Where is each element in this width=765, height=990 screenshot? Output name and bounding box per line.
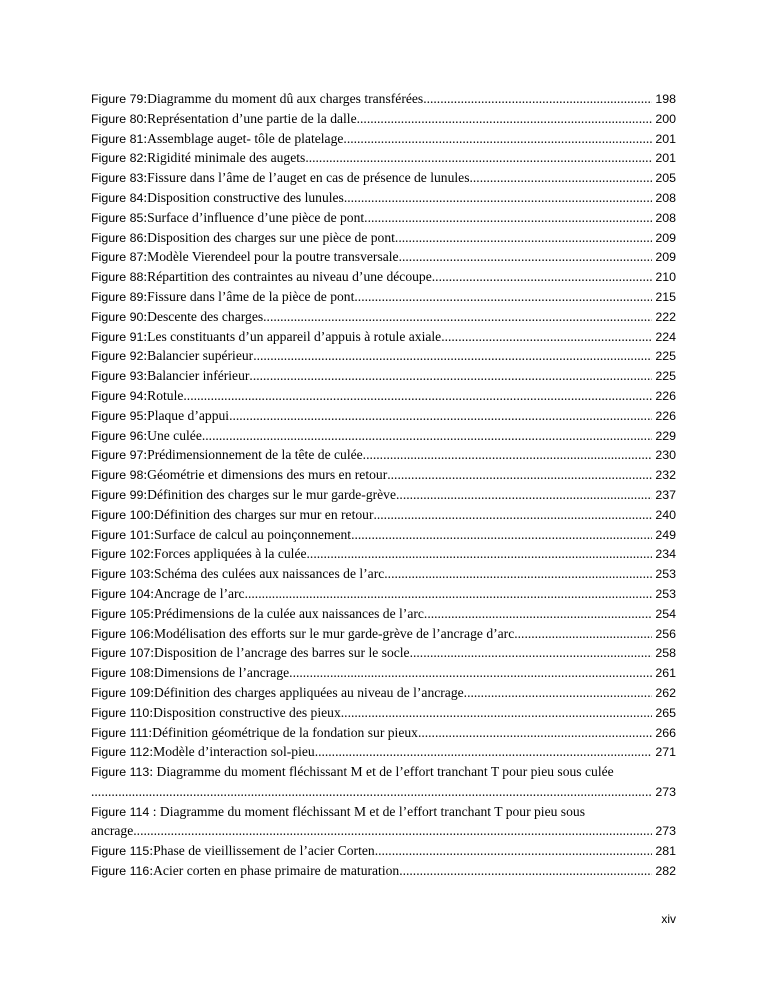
figure-label: Figure 111 <box>91 725 149 740</box>
figure-separator: : <box>150 605 155 621</box>
dot-leader <box>410 643 653 663</box>
figure-separator: : <box>150 566 155 582</box>
dot-leader <box>470 168 653 188</box>
figure-separator: : <box>143 189 148 205</box>
figure-title: Modèle d’interaction sol-pieu <box>153 744 315 760</box>
figure-label: Figure 114 <box>91 804 150 819</box>
dot-leader <box>245 584 653 604</box>
figure-title: Balancier supérieur <box>147 348 254 364</box>
dot-leader <box>229 406 652 426</box>
figure-label: Figure 94 <box>91 388 144 403</box>
figure-label: Figure 105 <box>91 606 151 621</box>
figure-entry[interactable] <box>91 307 676 327</box>
figure-page-number: 232 <box>655 468 676 483</box>
figure-separator: : <box>150 665 155 681</box>
figure-title: Plaque d’appui <box>147 407 230 423</box>
figure-title: Définition des charges appliquées au niveau de l’ancrage <box>154 684 464 700</box>
figure-label: Figure 89 <box>91 289 144 304</box>
figure-separator: : <box>143 348 148 364</box>
figure-entry[interactable] <box>91 762 676 802</box>
figure-page-number: 205 <box>655 171 676 186</box>
figure-page-number: 265 <box>655 705 676 720</box>
figure-title: Représentation d’une partie de la dalle <box>147 110 357 126</box>
figure-page-number: 281 <box>655 844 676 859</box>
figure-entry[interactable] <box>91 366 676 386</box>
figure-page-number: 230 <box>655 448 676 463</box>
figure-separator: : <box>143 328 148 344</box>
figure-page-number: 200 <box>655 111 676 126</box>
figure-title: Prédimensionnement de la tête de culée <box>147 447 363 463</box>
dot-leader <box>399 247 653 267</box>
figure-entry[interactable] <box>91 188 676 208</box>
figure-entry[interactable] <box>91 327 676 347</box>
figure-label: Figure 112 <box>91 745 150 760</box>
figure-entry[interactable] <box>91 208 676 228</box>
figure-entry[interactable] <box>91 346 676 366</box>
figure-title: Une culée <box>147 427 202 443</box>
figure-entries <box>91 89 676 762</box>
figure-entry[interactable] <box>91 624 676 644</box>
figure-entry[interactable] <box>91 148 676 168</box>
dot-leader <box>351 525 652 545</box>
figure-separator: : <box>143 249 148 265</box>
figure-page-number: 273 <box>655 784 676 799</box>
figure-title: Surface de calcul au poinçonnement <box>154 526 352 542</box>
figure-label: Figure 106 <box>91 626 151 641</box>
figure-page-number: 222 <box>655 309 676 324</box>
figure-label: Figure 86 <box>91 230 144 245</box>
figure-separator: : <box>150 526 155 542</box>
dot-leader <box>307 544 653 564</box>
dot-leader <box>424 604 652 624</box>
figure-title: Disposition constructive des pieux <box>153 704 341 720</box>
figure-title: Fissure dans l’âme de la pièce de pont <box>147 288 355 304</box>
figure-label: Figure 104 <box>91 586 151 601</box>
figure-separator: : <box>150 585 155 601</box>
figure-label: Figure 79 <box>91 92 144 106</box>
figure-title: Diagramme du moment dû aux charges transférées <box>147 91 424 106</box>
figure-entry[interactable] <box>91 228 676 248</box>
figure-page-number: 258 <box>655 646 676 661</box>
figure-title: Les constituants d’un appareil d’appuis à rotule axiale <box>147 328 442 344</box>
dot-leader <box>363 445 653 465</box>
figure-entry[interactable] <box>91 267 676 287</box>
figure-separator: : <box>150 625 155 641</box>
figure-entry[interactable] <box>91 426 676 446</box>
figure-separator: : <box>143 427 148 443</box>
figure-label: Figure 101 <box>91 527 151 542</box>
figure-entry[interactable] <box>91 604 676 624</box>
figure-entry-line2 <box>91 782 676 802</box>
dot-leader <box>344 188 652 208</box>
figure-entry[interactable] <box>91 544 676 564</box>
figure-label: Figure 99 <box>91 487 144 502</box>
figure-separator: : <box>143 170 148 186</box>
figure-entry[interactable] <box>91 168 676 188</box>
figure-page-number: 226 <box>655 388 676 403</box>
dot-leader <box>253 346 652 366</box>
figure-title: Schéma des culées aux naissances de l’arc <box>154 566 385 582</box>
figure-label: Figure 88 <box>91 270 144 285</box>
figure-page-number: 229 <box>655 428 676 443</box>
figure-separator: : <box>148 724 153 740</box>
figure-separator: : <box>143 269 148 285</box>
figure-page-number: 209 <box>655 230 676 245</box>
figure-title: Phase de vieillissement de l’acier Corten <box>153 843 375 859</box>
figure-label: Figure 98 <box>91 468 144 483</box>
figure-page-number: 262 <box>655 685 676 700</box>
dot-leader <box>249 366 652 386</box>
figure-entry[interactable] <box>91 406 676 426</box>
figure-page-number: 256 <box>655 626 676 641</box>
dot-leader <box>464 683 653 703</box>
figure-separator: : <box>150 506 155 522</box>
figure-entry[interactable] <box>91 584 676 604</box>
dot-leader <box>364 208 652 228</box>
figure-entry[interactable] <box>91 247 676 267</box>
figure-page-number: 208 <box>655 210 676 225</box>
figure-title: Descente des charges <box>147 308 264 324</box>
figure-page-number: 261 <box>655 666 676 681</box>
page-number: xiv <box>661 912 676 926</box>
figure-label: Figure 84 <box>91 190 144 205</box>
figure-label: Figure 83 <box>91 171 144 186</box>
dot-leader <box>91 782 652 802</box>
figure-title: Géométrie et dimensions des murs en retour <box>147 467 388 483</box>
figure-label: Figure 103 <box>91 567 151 582</box>
figure-label: Figure 108 <box>91 666 151 681</box>
dot-leader <box>418 723 652 743</box>
figure-separator: : <box>149 863 154 879</box>
figure-separator: : <box>150 645 155 661</box>
figure-page-number: 266 <box>655 725 676 740</box>
figure-label: Figure 100 <box>91 507 151 522</box>
figure-entry[interactable] <box>91 89 676 109</box>
dot-leader <box>343 129 652 149</box>
figure-entry[interactable] <box>91 287 676 307</box>
figure-page-number: 198 <box>655 92 676 106</box>
figure-page-number: 210 <box>655 270 676 285</box>
figure-entry[interactable] <box>91 802 676 842</box>
figure-title: Répartition des contraintes au niveau d’une découpe <box>147 269 432 285</box>
dot-leader <box>432 267 653 287</box>
dot-leader <box>315 742 653 762</box>
figure-separator: : <box>143 130 148 146</box>
figure-entry[interactable] <box>91 703 676 723</box>
figure-label: Figure 95 <box>91 408 144 423</box>
figure-page-number: 240 <box>655 507 676 522</box>
figure-separator: : <box>143 407 148 423</box>
figure-label: Figure 81 <box>91 131 144 146</box>
figure-label: Figure 109 <box>91 685 151 700</box>
figure-page-number: 271 <box>655 745 676 760</box>
figure-page-number: 215 <box>655 289 676 304</box>
figure-separator: : <box>143 209 148 225</box>
figure-separator: : <box>143 229 148 245</box>
figure-title: Disposition de l’ancrage des barres sur le socle <box>154 645 410 661</box>
figure-entries-multiline <box>91 762 676 841</box>
dot-leader <box>395 228 652 248</box>
figure-entry[interactable] <box>91 841 676 861</box>
figure-entry[interactable] <box>91 643 676 663</box>
figure-entry[interactable] <box>91 663 676 683</box>
dot-leader <box>357 109 653 129</box>
figure-title: Balancier inférieur <box>147 368 250 384</box>
figure-entry-line2 <box>91 821 676 841</box>
figure-entry[interactable] <box>91 465 676 485</box>
figure-page-number: 253 <box>655 586 676 601</box>
figure-title: Définition des charges sur le mur garde-grève <box>147 486 397 502</box>
dot-leader <box>289 663 652 683</box>
list-of-figures <box>91 89 676 881</box>
figure-page-number: 234 <box>655 547 676 562</box>
figure-page-number: 254 <box>655 606 676 621</box>
figure-title: Surface d’influence d’une pièce de pont <box>147 209 365 225</box>
figure-page-number: 225 <box>655 369 676 384</box>
figure-title: Acier corten en phase primaire de maturation <box>153 863 400 879</box>
figure-separator: : <box>143 447 148 463</box>
figure-separator: : <box>149 843 154 859</box>
dot-leader <box>423 89 652 109</box>
figure-title: Disposition constructive des lunules <box>147 189 344 205</box>
figure-label: Figure 82 <box>91 151 144 166</box>
figure-title: Prédimensions de la culée aux naissances de l’arc <box>154 605 424 621</box>
figure-page-number: 201 <box>655 151 676 166</box>
figure-separator: : <box>143 387 148 403</box>
figure-title: Dimensions de l’ancrage <box>154 665 290 681</box>
figure-page-number: 226 <box>655 408 676 423</box>
figure-title: Définition géométrique de la fondation sur pieux <box>152 724 418 740</box>
figure-separator: : <box>149 764 157 780</box>
figure-entry[interactable] <box>91 683 676 703</box>
figure-entry[interactable] <box>91 445 676 465</box>
dot-leader <box>183 386 652 406</box>
figure-page-number: 249 <box>655 527 676 542</box>
figure-page-number: 282 <box>655 864 676 879</box>
dot-leader <box>514 624 652 644</box>
figure-title: Assemblage auget- tôle de platelage <box>147 130 344 146</box>
figure-entry[interactable] <box>91 386 676 406</box>
figure-label: Figure 116 <box>91 864 150 879</box>
figure-label: Figure 92 <box>91 349 144 364</box>
dot-leader <box>375 841 653 861</box>
figure-entry-line1 <box>91 802 676 822</box>
figure-entry[interactable] <box>91 485 676 505</box>
figure-separator: : <box>150 546 155 562</box>
figure-title: Disposition des charges sur une pièce de pont <box>147 229 395 245</box>
figure-entry[interactable] <box>91 109 676 129</box>
figure-page-number: 209 <box>655 250 676 265</box>
figure-entry[interactable] <box>91 742 676 762</box>
figure-entry[interactable] <box>91 723 676 743</box>
figure-title-continued: ancrage <box>91 823 134 839</box>
dot-leader <box>373 505 652 525</box>
figure-label: Figure 93 <box>91 369 144 384</box>
figure-separator: : <box>149 803 160 819</box>
figure-label: Figure 110 <box>91 705 150 720</box>
dot-leader <box>133 821 652 841</box>
figure-page-number: 225 <box>655 349 676 364</box>
figure-title: Fissure dans l’âme de l’auget en cas de présence de lunules <box>147 170 470 186</box>
figure-separator: : <box>149 744 154 760</box>
figure-page-number: 208 <box>655 190 676 205</box>
figure-label: Figure 80 <box>91 111 144 126</box>
figure-entries-tail <box>91 841 676 881</box>
figure-separator: : <box>143 288 148 304</box>
figure-separator: : <box>143 308 148 324</box>
figure-label: Figure 97 <box>91 448 144 463</box>
figure-page-number: 273 <box>655 824 676 839</box>
figure-separator: : <box>143 91 148 106</box>
figure-page-number: 201 <box>655 131 676 146</box>
dot-leader <box>396 485 652 505</box>
figure-label: Figure 85 <box>91 210 144 225</box>
dot-leader <box>341 703 653 723</box>
figure-title: Rigidité minimale des augets <box>147 150 306 166</box>
figure-separator: : <box>149 704 154 720</box>
figure-entry[interactable] <box>91 505 676 525</box>
dot-leader <box>387 465 652 485</box>
figure-label: Figure 113 <box>91 765 150 780</box>
figure-title: Ancrage de l’arc <box>154 585 245 601</box>
figure-separator: : <box>143 467 148 483</box>
figure-separator: : <box>143 110 148 126</box>
figure-separator: : <box>143 368 148 384</box>
figure-title: Modèle Vierendeel pour la poutre transversale <box>147 249 399 265</box>
figure-label: Figure 96 <box>91 428 144 443</box>
dot-leader <box>384 564 652 584</box>
dot-leader <box>441 327 652 347</box>
figure-entry-line1 <box>91 762 676 782</box>
figure-separator: : <box>143 150 148 166</box>
figure-separator: : <box>150 684 155 700</box>
dot-leader <box>263 307 652 327</box>
figure-label: Figure 87 <box>91 250 144 265</box>
figure-label: Figure 102 <box>91 547 151 562</box>
dot-leader <box>399 861 652 881</box>
figure-title: Définition des charges sur mur en retour <box>154 506 374 522</box>
figure-label: Figure 107 <box>91 646 151 661</box>
figure-page-number: 224 <box>655 329 676 344</box>
figure-entry[interactable] <box>91 525 676 545</box>
figure-separator: : <box>143 486 148 502</box>
figure-title: Modélisation des efforts sur le mur garde-grève de l’ancrage d’arc <box>154 625 515 641</box>
figure-page-number: 253 <box>655 567 676 582</box>
figure-entry[interactable] <box>91 564 676 584</box>
figure-title: Rotule <box>147 387 184 403</box>
figure-label: Figure 90 <box>91 309 144 324</box>
figure-title: Diagramme du moment fléchissant M et de l’effort tranchant T pour pieu sous culée <box>156 764 614 780</box>
figure-entry[interactable] <box>91 861 676 881</box>
figure-page-number: 237 <box>655 487 676 502</box>
dot-leader <box>354 287 652 307</box>
figure-entry[interactable] <box>91 129 676 149</box>
dot-leader <box>202 426 652 446</box>
figure-title: Forces appliquées à la culée <box>154 546 307 562</box>
figure-label: Figure 91 <box>91 329 144 344</box>
dot-leader <box>305 148 652 168</box>
figure-title: Diagramme du moment fléchissant M et de l’effort tranchant T pour pieu sous <box>159 803 585 819</box>
figure-label: Figure 115 <box>91 844 150 859</box>
